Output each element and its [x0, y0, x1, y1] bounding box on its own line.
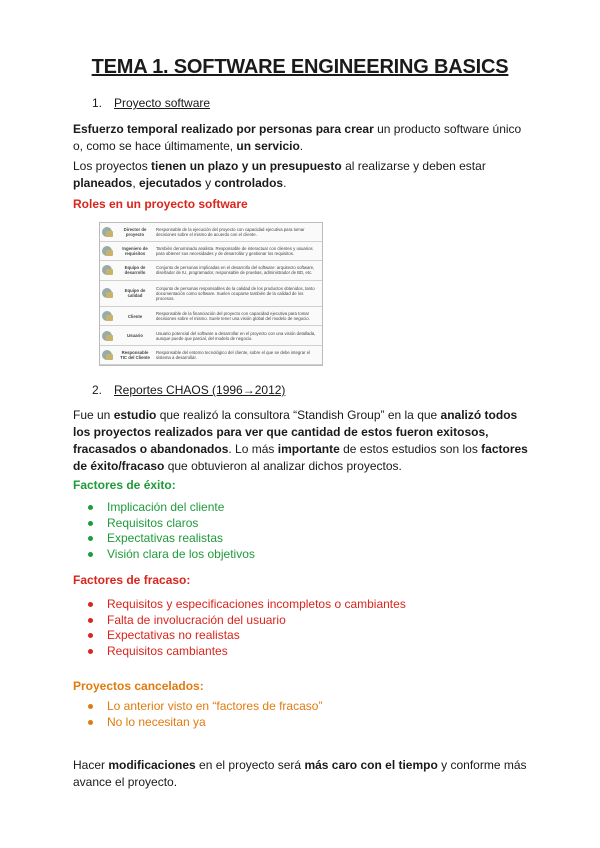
bold-text: tienen un plazo y un presupuesto [151, 159, 342, 173]
role-description: Responsable de la ejecución del proyecto con capacidad ejecutiva para tomar decisiones sobre el mismo de acuerdo con el cliente. [154, 223, 322, 242]
role-name: Director de proyecto [116, 223, 154, 242]
text: y [201, 176, 215, 190]
list-item: Lo anterior visto en “factores de fracaso” [88, 699, 322, 715]
section-1-heading [92, 96, 210, 110]
person-icon [102, 350, 112, 360]
table-row [100, 280, 322, 307]
bold-text: factores de éxito/fracaso [73, 442, 528, 473]
bold-text: un servicio [236, 139, 300, 153]
table-row [100, 223, 322, 242]
fracaso-title: Factores de fracaso: [73, 573, 191, 587]
bold-text: importante [277, 442, 340, 456]
list-item: Implicación del cliente [88, 500, 255, 516]
text: al realizarse y deben estar [341, 159, 486, 173]
text: Fue un [73, 408, 114, 422]
text: , [132, 176, 140, 190]
list-item: Requisitos claros [88, 516, 255, 532]
role-name: Equipo de desarrollo [116, 261, 154, 280]
text: Hacer [73, 758, 109, 772]
roles-title: Roles en un proyecto software [73, 197, 248, 211]
role-name: Cliente [116, 307, 154, 326]
table-row [100, 242, 322, 261]
role-description: Conjunto de personas implicadas en el desarrollo del software: arquitecto software, diseñador de IU, programador, responsable de pruebas, administrador de BD, etc. [154, 261, 322, 280]
bold-text: más caro con el tiempo [304, 758, 438, 772]
paragraph [73, 121, 533, 155]
bold-text: Esfuerzo temporal realizado por personas para crear [73, 122, 374, 136]
text: un producto software único o, como se hace últimamente, [73, 122, 522, 153]
fracaso-list [88, 597, 406, 659]
person-icon [102, 311, 112, 321]
cancel-title: Proyectos cancelados: [73, 679, 204, 693]
exito-list [88, 500, 255, 562]
section-title: Proyecto software [114, 96, 211, 110]
person-icon [102, 246, 112, 256]
section-number: 2. [92, 383, 103, 397]
table-row [100, 307, 322, 326]
list-item: Visión clara de los objetivos [88, 547, 255, 563]
role-name: Responsable TIC del Cliente [116, 345, 154, 364]
table-row [100, 345, 322, 364]
role-name: Ingeniero de requisitos [116, 242, 154, 261]
section-number: 1. [92, 96, 103, 110]
list-item: Requisitos cambiantes [88, 644, 406, 660]
bold-text: planeados [73, 176, 133, 190]
role-name: Usuario [116, 326, 154, 345]
list-item: Expectativas no realistas [88, 628, 406, 644]
paragraph [73, 158, 533, 192]
paragraph [73, 757, 533, 791]
text: . Lo más [228, 442, 278, 456]
text: que realizó la consultora “Standish Group” en la que [156, 408, 441, 422]
list-item: Expectativas realistas [88, 531, 255, 547]
role-description: Conjunto de personas responsables de la calidad de los productos obtenidos, tanto documentación como software. Suelen ocuparse también de la calidad de los procesos. [154, 280, 322, 307]
text: en el proyecto será [195, 758, 305, 772]
bold-text: controlados [214, 176, 284, 190]
text: que obtuvieron al analizar dichos proyectos. [164, 459, 402, 473]
exito-title: Factores de éxito: [73, 478, 176, 492]
text: . [299, 139, 304, 153]
text: y conforme más avance el proyecto. [73, 758, 527, 789]
person-icon [102, 227, 112, 237]
bold-text: estudio [113, 408, 157, 422]
person-icon [102, 288, 112, 298]
text: Los proyectos [73, 159, 152, 173]
role-description: Usuario potencial del software a desarrollar en el proyecto con una visión detallada, aunque puede que parcial, del modelo de negocio. [154, 326, 322, 345]
role-description: Responsable de la financiación del proyecto con capacidad ejecutiva para tomar decisiones sobre el mismo. Suele tener una visión global del modelo de negocio. [154, 307, 322, 326]
table-row [100, 261, 322, 280]
text: . [283, 176, 287, 190]
cancel-list [88, 699, 322, 730]
list-item: Requisitos y especificaciones incompletos o cambiantes [88, 597, 406, 613]
bold-text: ejecutados [139, 176, 202, 190]
role-name: Equipo de calidad [116, 280, 154, 307]
list-item: No lo necesitan ya [88, 715, 322, 731]
bold-text: analizó todos los proyectos realizados para ver que cantidad de estos fueron exitosos, fracasados o abandonados [73, 408, 518, 456]
role-description: También denominado analista. Responsable de interactuar con clientes y usuarios para obtener sus necesidades y de desarrollar y gestionar los requisitos. [154, 242, 322, 261]
roles-table-image [99, 222, 323, 366]
person-icon [102, 265, 112, 275]
page-title: TEMA 1. SOFTWARE ENGINEERING BASICS [91, 56, 509, 78]
section-2-heading [92, 383, 285, 397]
table-row [100, 326, 322, 345]
person-icon [102, 331, 112, 341]
bold-text: modificaciones [108, 758, 196, 772]
section-title: Reportes CHAOS (1996→2012) [114, 383, 286, 397]
role-description: Responsable del entorno tecnológico del cliente, sobre el que se debe integrar el sistema a desarrollar. [154, 345, 322, 364]
text: de estos estudios son los [339, 442, 482, 456]
list-item: Falta de involucración del usuario [88, 613, 406, 629]
paragraph [73, 407, 533, 475]
